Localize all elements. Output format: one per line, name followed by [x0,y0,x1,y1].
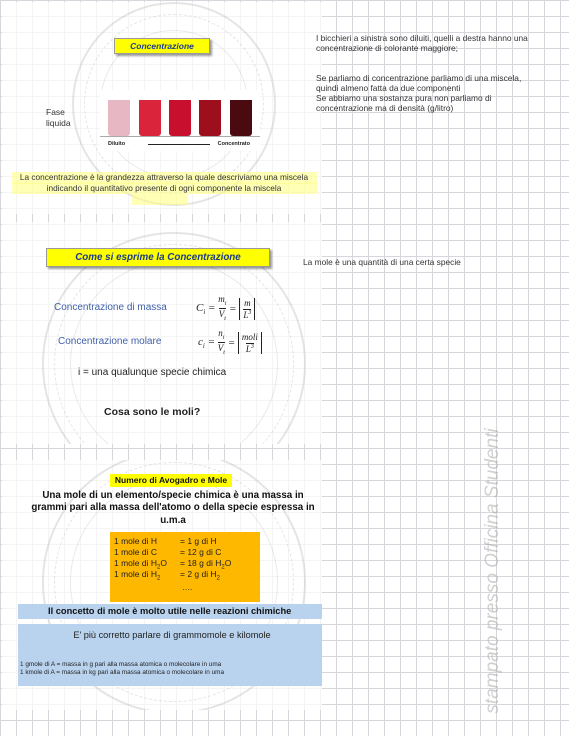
equality-row: 1 mole di C = 12 g di C [114,547,222,557]
note-paragraph: I bicchieri a sinistra sono diluiti, quelli a destra hanno una concentrazione di colorante maggiore; [316,33,528,54]
mass-concentration-label: Concentrazione di massa [54,302,167,313]
scale-label-concentrated: Concentrato [217,141,250,147]
note-paragraph: Se abbiamo una sostanza pura non parliamo di concentrazione ma di densità (g/litro) [316,93,492,114]
slide-title: Numero di Avogadro e Mole [110,474,232,487]
equality-row: 1 mole di $H_2 = 2$ g di $H_2$ [114,569,220,582]
gmole-definition: 1 gmole di A = massa in g pari alla massa atomica o molecolare in uma [20,661,222,668]
side-label: Fase liquida [46,107,71,128]
slide-come-si-esprime [2,222,322,444]
definition-text: La concentrazione è la grandezza attraverso la quale descriviamo una miscela indicando il quantitativo presente di ogni componente la miscela [19,172,309,193]
slide-concentrazione [2,2,322,214]
beakers-image [100,90,260,136]
beaker [199,100,221,136]
beaker [230,100,252,136]
moles-question: Cosa sono le moli? [104,406,201,418]
slide-title: Concentrazione [114,38,210,54]
concept-text: Il concetto di mole è molto utile nelle reazioni chimiche [48,606,292,616]
mass-concentration-formula: $C_i = m_i$ $V_t = m$ $L^3$ [196,294,255,324]
equality-row: 1 mole di $H_2O = 18$ g di $H_2O$ [114,558,232,571]
mole-equalities-box [110,532,260,602]
beaker [169,100,191,136]
scale-label-diluted: Diluito [108,141,126,147]
more-correct-text: E' più corretto parlare di grammomole e kilomole [73,630,271,640]
mole-units-box [18,624,322,686]
dilution-scale [100,136,260,151]
highlight [132,194,188,205]
note-paragraph: Se parliamo di concentrazione parliamo di una miscela, quindi almeno fatta da due componenti [316,73,522,94]
ellipsis: …. [182,583,193,592]
equality-row: 1 mole di H = 1 g di H [114,536,217,546]
note-paragraph: La mole è una quantità di una certa specie [303,257,461,267]
molar-concentration-formula: $c_i = n_i$ $V_t$ = moli $L^3$ [198,328,262,358]
watermark-text: stampato presso Officina Studenti [482,428,503,714]
mole-definition: Una mole di un elemento/specie chimica è una massa in grammi pari alla massa dell'atomo o della specie espressa in u.m.a [31,490,315,526]
slide-title: Come si esprime la Concentrazione [46,248,270,267]
kmole-definition: 1 kmole di A = massa in kg pari alla massa atomica o molecolare in uma [20,669,225,676]
concept-banner [18,604,322,619]
beaker [108,100,130,136]
scale-arrow [148,144,210,145]
molar-concentration-label: Concentrazione molare [58,336,162,347]
slide-avogadro [2,460,322,710]
beaker [139,100,161,136]
species-note: i = una qualunque specie chimica [78,367,227,378]
